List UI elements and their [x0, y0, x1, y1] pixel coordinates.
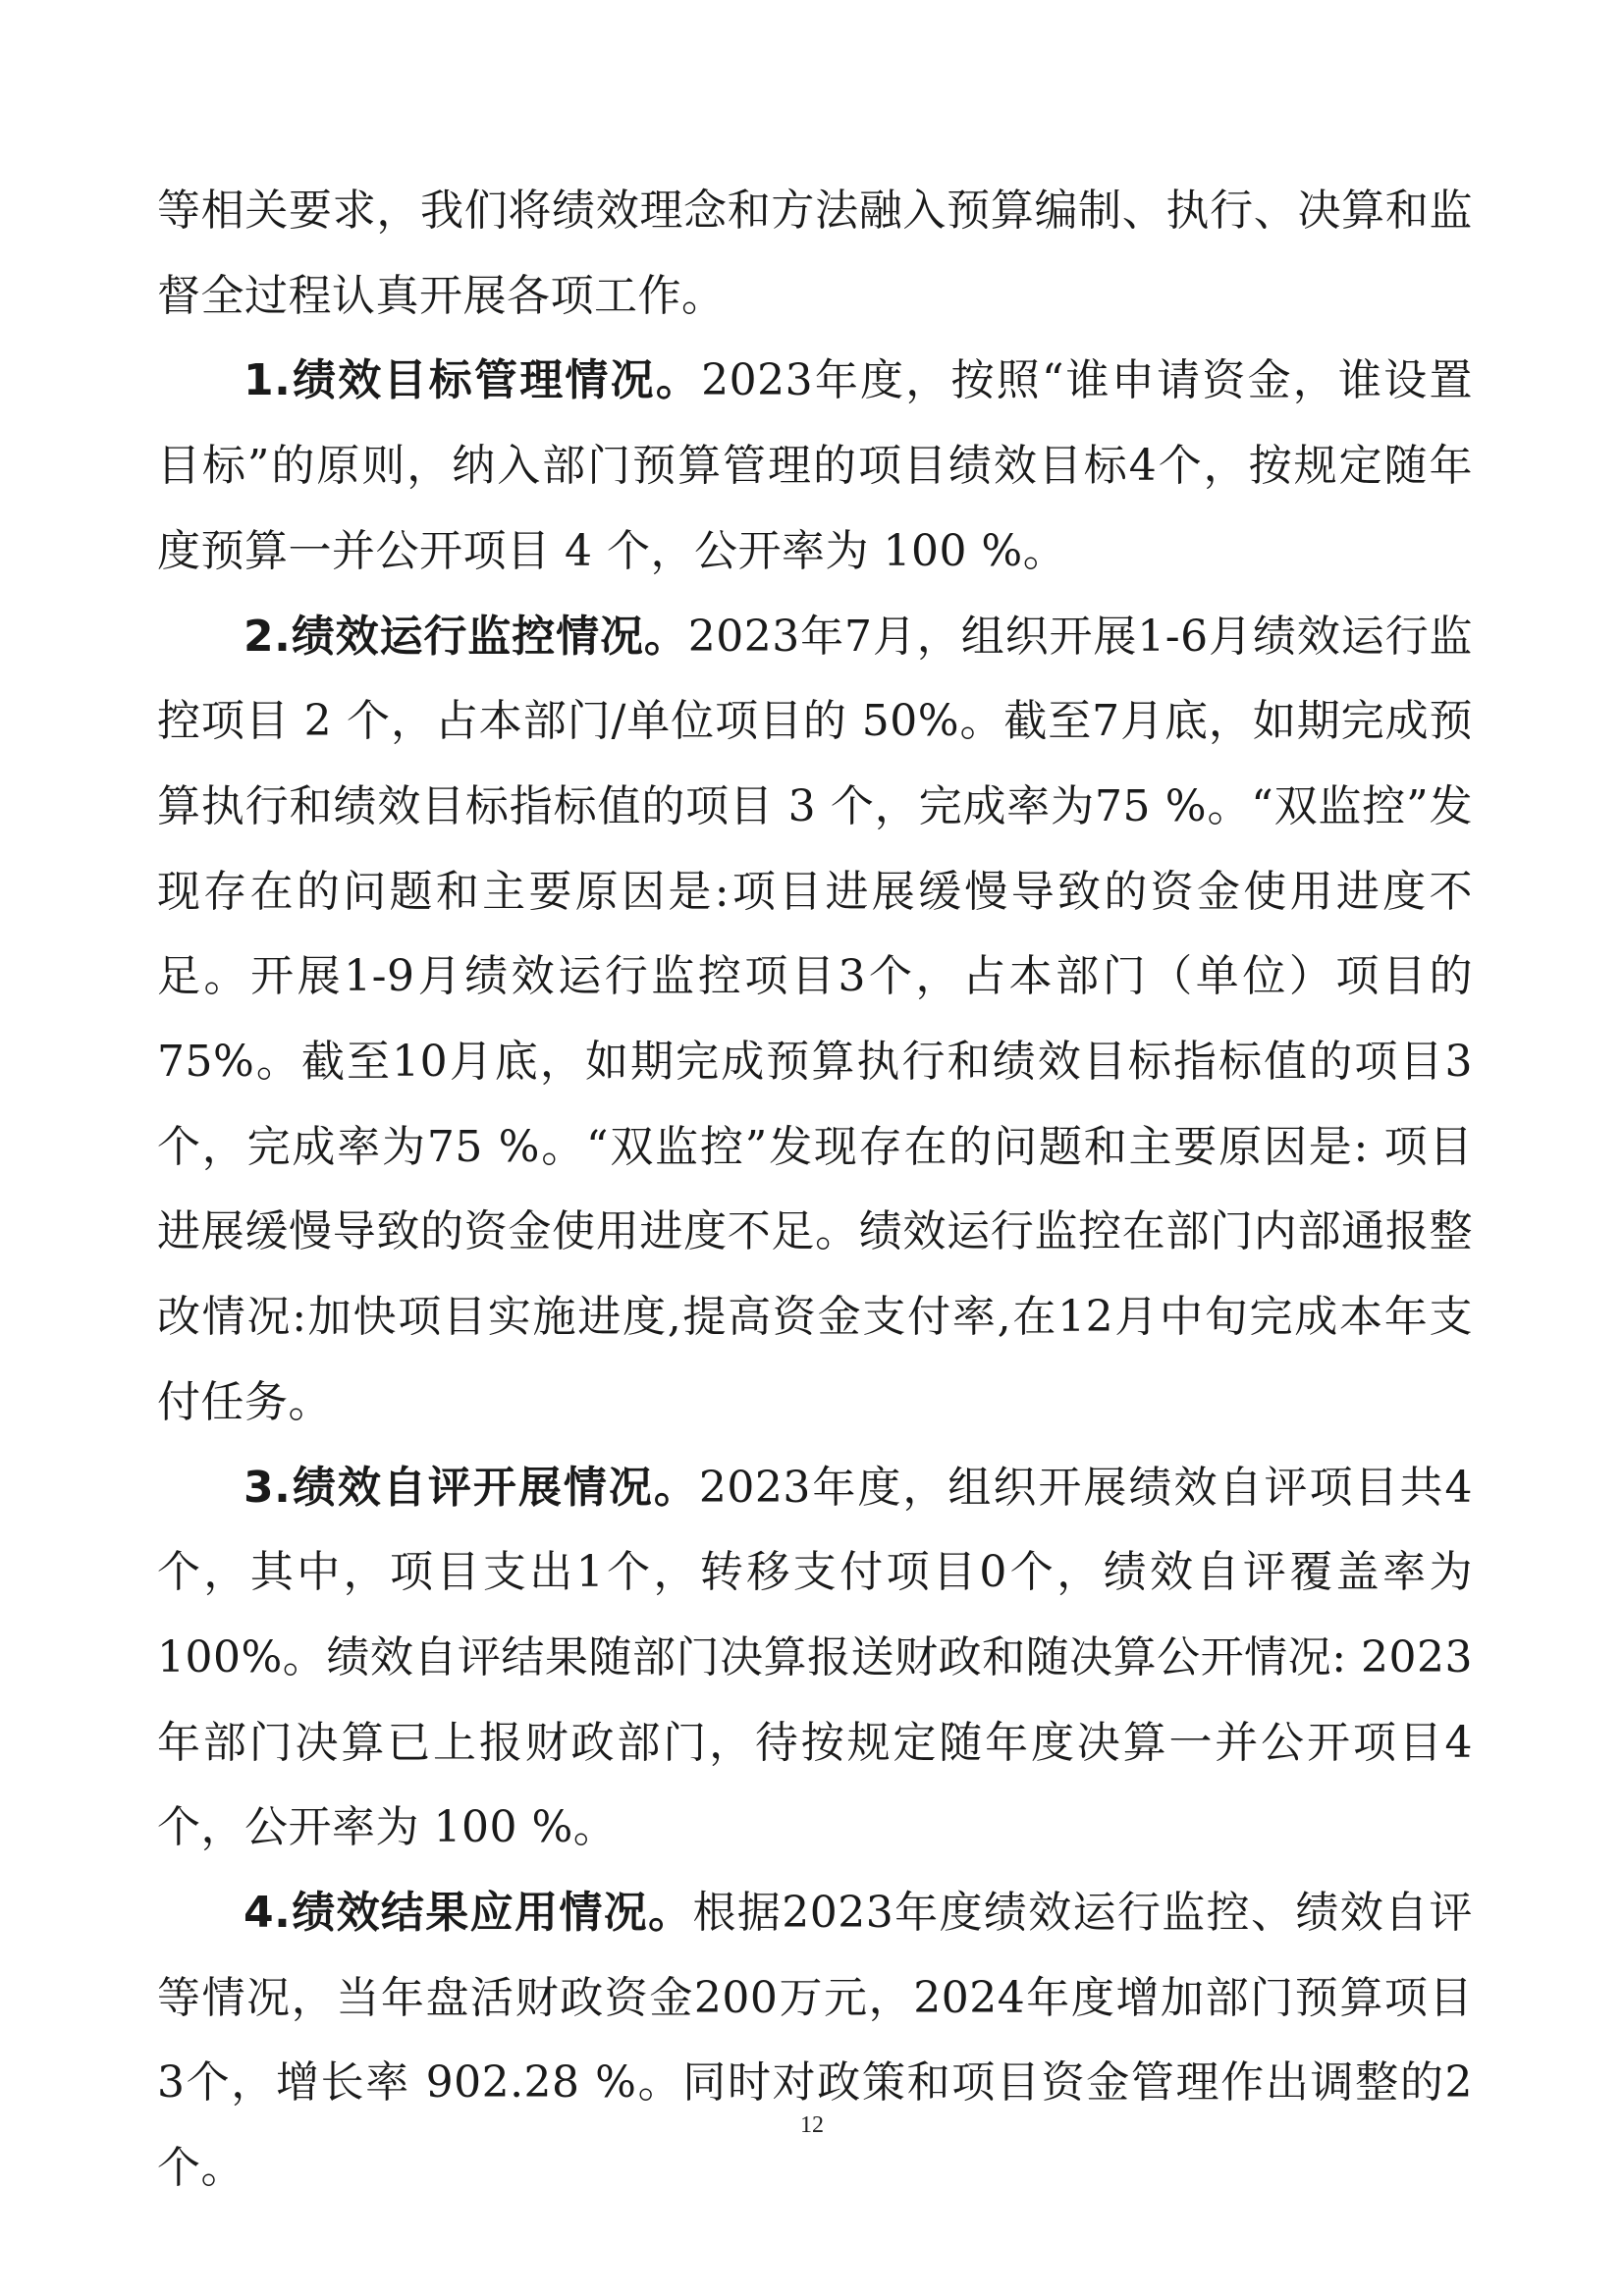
- section-body-1: 2023年度，按照“谁申请资金，谁设置目标”的原则，纳入部门预算管理的项目绩效目标4个，按规定随年度预算一并公开项目 4 个，公开率为 100 %。: [157, 355, 1473, 576]
- section-body-2: 2023年7月，组织开展1-6月绩效运行监控项目 2 个，占本部门/单位项目的 50%。截至7月底，如期完成预算执行和绩效目标指标值的项目 3 个，完成率为75 %。“双监控”发现存在的问题和主要原因是:项目进展缓慢导致的资金使用进度不足。开展1-9月绩效运行监控项目3个，占本部门（单位）项目的75%。截至10月底，如期完成预算执行和绩效目标指标值的项目3个，完成率为75 %。“双监控”发现存在的问题和主要原因是: 项目进展缓慢导致的资金使用进度不足。绩效运行监控在部门内部通报整改情况:加快项目实施进度,提高资金支付率,在12月中旬完成本年支付任务。: [157, 611, 1473, 1427]
- section-paragraph-3: [157, 1446, 1473, 1872]
- section-body-4: 根据2023年度绩效运行监控、绩效自评等情况，当年盘活财政资金200万元，2024年度增加部门预算项目3个，增长率 902.28 %。同时对政策和项目资金管理作出调整的2个。: [157, 1888, 1473, 2194]
- body-text: [157, 169, 1473, 2212]
- section-heading-3: 3.绩效自评开展情况。: [244, 1462, 699, 1513]
- section-heading-4: 4.绩效结果应用情况。: [244, 1888, 693, 1939]
- page-number: 12: [800, 2112, 824, 2138]
- section-heading-1: 1.绩效目标管理情况。: [244, 355, 702, 406]
- section-body-3: 2023年度，组织开展绩效自评项目共4个，其中，项目支出1个，转移支付项目0个，绩效自评覆盖率为100%。绩效自评结果随部门决算报送财政和随决算公开情况: 2023年部门决算已上报财政部门，待按规定随年度决算一并公开项目4个，公开率为 100 %。: [157, 1462, 1473, 1853]
- section-paragraph-2: [157, 595, 1473, 1446]
- section-heading-2: 2.绩效运行监控情况。: [244, 611, 688, 662]
- section-paragraph-1: [157, 339, 1473, 594]
- intro-paragraph: 等相关要求，我们将绩效理念和方法融入预算编制、执行、决算和监督全过程认真开展各项工作。: [157, 186, 1473, 321]
- section-paragraph-4: [157, 1871, 1473, 2212]
